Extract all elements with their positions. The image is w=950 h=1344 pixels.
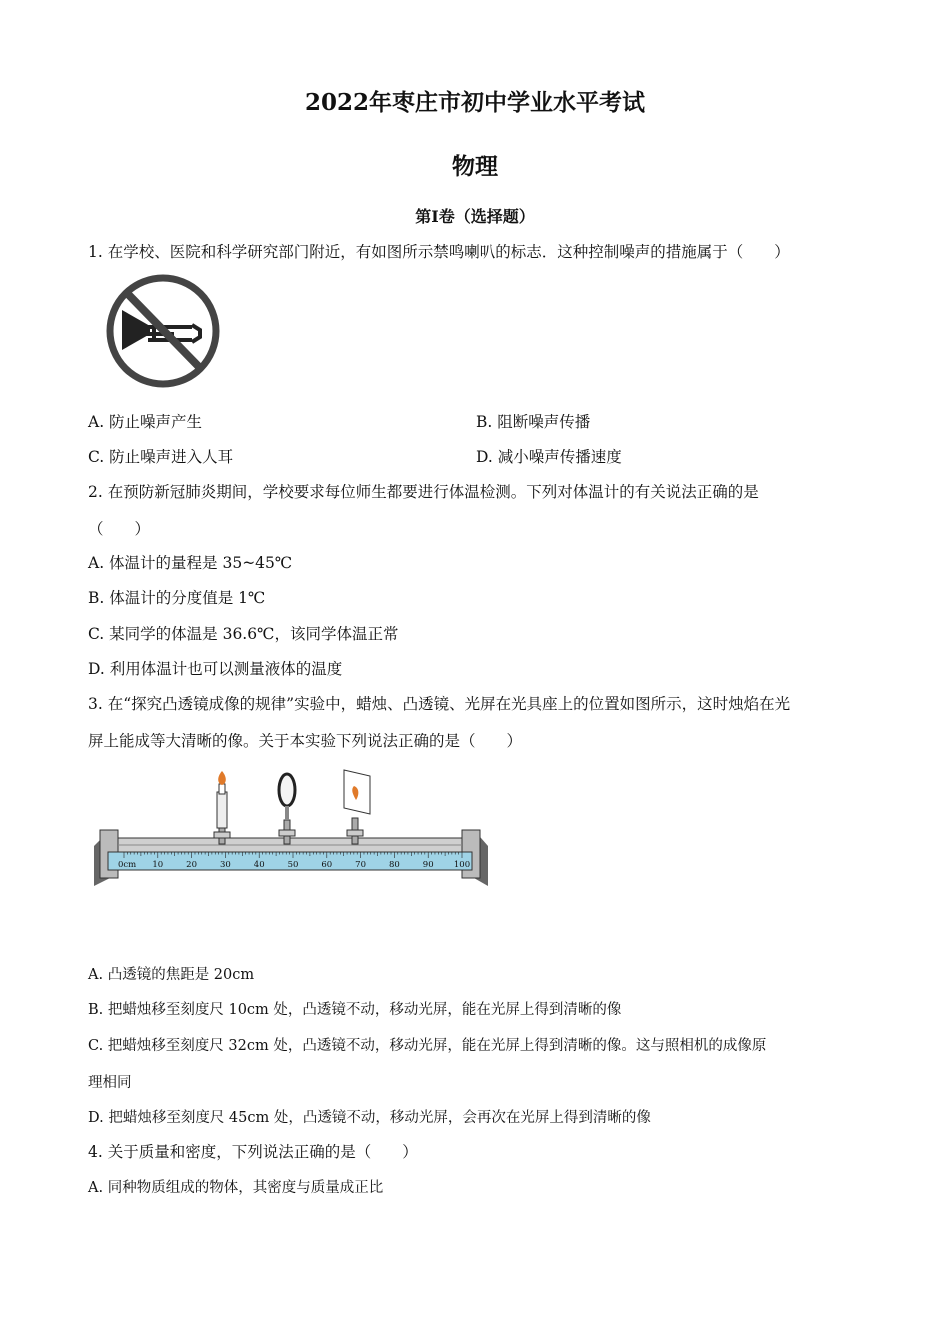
q2-option-c: C. 某同学的体温是 36.6℃，该同学体温正常 (88, 625, 399, 643)
q2-option-d: D. 利用体温计也可以测量液体的温度 (88, 660, 343, 678)
q2-option-b: B. 体温计的分度值是 1℃ (88, 589, 266, 607)
ruler-label: 100 (453, 860, 471, 870)
exam-title: 2022年枣庄市初中学业水平考试 (304, 89, 645, 116)
q1-stem: 1. 在学校、医院和科学研究部门附近，有如图所示禁鸣喇叭的标志．这种控制噪声的措施属于（ ） (88, 243, 790, 261)
q4-option-a: A. 同种物质组成的物体，其密度与质量成正比 (88, 1180, 384, 1196)
ruler-label: 20 (186, 860, 198, 870)
q2-stem-line1: 2. 在预防新冠肺炎期间，学校要求每位师生都要进行体温检测。下列对体温计的有关说法正确的是 (88, 483, 759, 501)
no-horn-sign-icon (104, 272, 222, 390)
section-title: 第I卷（选择题） (415, 207, 535, 226)
ruler-label: 0cm (118, 860, 137, 870)
q1-option-d: D. 减小噪声传播速度 (476, 448, 622, 466)
subject-title: 物理 (452, 153, 498, 180)
q3-option-c-cont: 理相同 (88, 1075, 132, 1091)
q4-stem: 4. 关于质量和密度，下列说法正确的是（ ） (88, 1143, 418, 1161)
ruler-label: 70 (355, 860, 367, 870)
q1-option-b: B. 阻断噪声传播 (476, 413, 591, 431)
q2-option-a: A. 体温计的量程是 35~45℃ (88, 554, 293, 572)
q3-option-b: B. 把蜡烛移至刻度尺 10cm 处，凸透镜不动，移动光屏，能在光屏上得到清晰的像 (88, 1002, 622, 1018)
q1-option-c: C. 防止噪声进入人耳 (88, 448, 234, 466)
ruler-label: 60 (321, 860, 333, 870)
ruler-label: 40 (253, 860, 265, 870)
optical-bench-figure (88, 768, 492, 894)
q3-stem-line2: 屏上能成等大清晰的像。关于本实验下列说法正确的是（ ） (88, 732, 523, 750)
ruler-label: 10 (152, 860, 164, 870)
q3-stem-line1: 3. 在“探究凸透镜成像的规律”实验中，蜡烛、凸透镜、光屏在光具座上的位置如图所示，这时烛焰在光 (88, 695, 791, 713)
lens-icon (279, 774, 295, 806)
ruler-label: 30 (219, 860, 231, 870)
q3-option-a: A. 凸透镜的焦距是 20cm (88, 967, 255, 983)
q3-option-c: C. 把蜡烛移至刻度尺 32cm 处，凸透镜不动，移动光屏，能在光屏上得到清晰的像。这与照相机的成像原 (88, 1038, 767, 1054)
q3-option-d: D. 把蜡烛移至刻度尺 45cm 处，凸透镜不动，移动光屏，会再次在光屏上得到清晰的像 (88, 1110, 651, 1126)
flame-icon (218, 771, 226, 785)
ruler-label: 50 (287, 860, 299, 870)
ruler-label: 90 (422, 860, 434, 870)
ruler-label: 80 (388, 860, 400, 870)
q2-stem-line2: （ ） (88, 520, 151, 538)
q1-option-a: A. 防止噪声产生 (88, 413, 203, 431)
